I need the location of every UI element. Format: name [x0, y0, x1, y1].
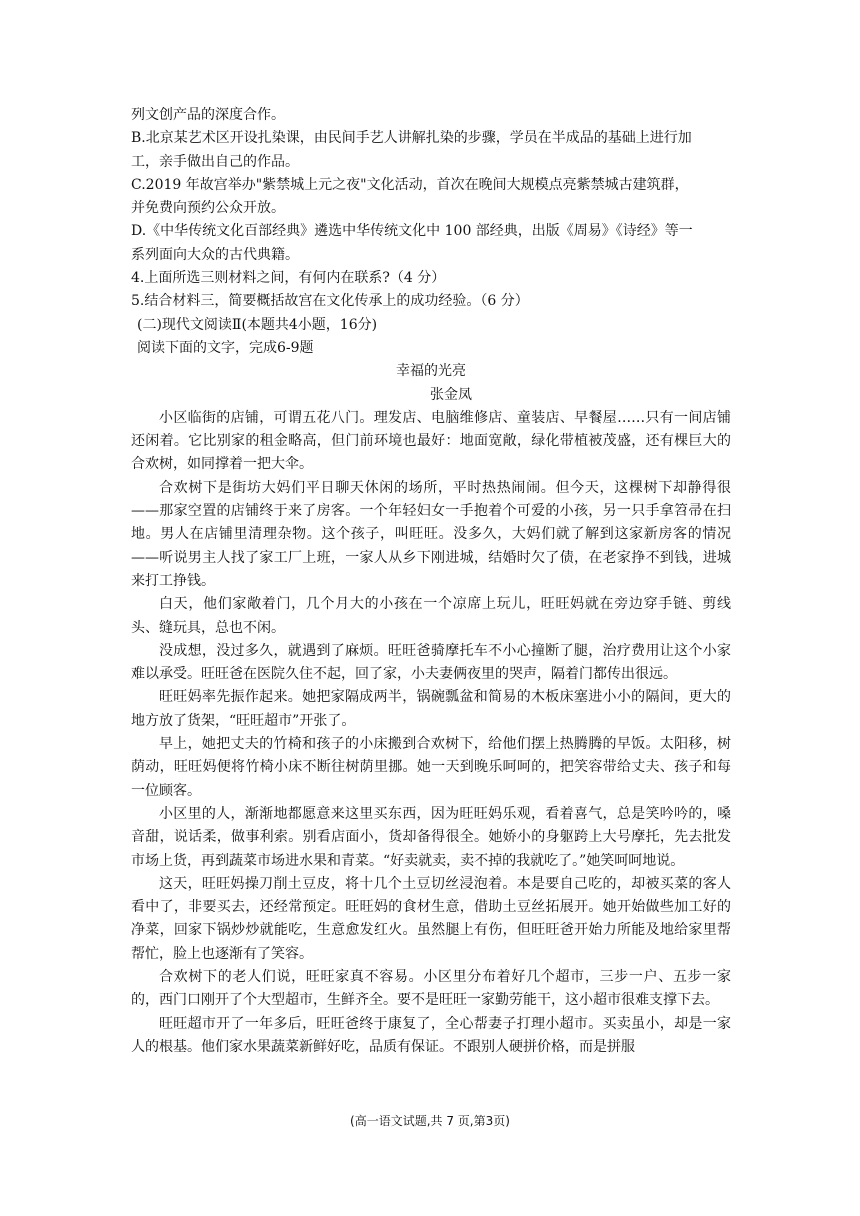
paragraph: 旺旺妈率先振作起来。她把家隔成两半，锅碗瓢盆和简易的木板床塞进小小的隔间，更大的地方放了货架，“旺旺超市”开张了。 [131, 689, 731, 729]
paragraph: 这天，旺旺妈操刀削土豆皮，将十几个土豆切丝浸泡着。本是要自己吃的，却被买菜的客人看中了，非要买去，还经常预定。旺旺妈的食材生意，借助土豆丝拓展开。她开始做些加工好的净菜，回家下锅炒炒就能吃，生意愈发红火。虽然腿上有伤，但旺旺爸开始力所能及地给家里帮帮忙，脸上也逐渐有了笑容。 [131, 875, 731, 962]
article-body [131, 407, 731, 1059]
article-title: 幸福的光亮 [396, 363, 466, 380]
option-d-line: D.《中华传统文化百部经典》遴选中华传统文化中 100 部经典，出版《周易》《诗经》等一 [131, 223, 693, 240]
options-block [131, 104, 731, 314]
article-author: 张金凤 [430, 386, 472, 403]
paragraph: 小区里的人，渐渐地都愿意来这里买东西，因为旺旺妈乐观，看着喜气，总是笑吟吟的，嗓音甜，说话柔，做事利索。别看店面小，货却备得很全。她娇小的身躯跨上大号摩托，先去批发市场上货，再到蔬菜市场进水果和青菜。“好卖就卖，卖不掉的我就吃了。”她笑呵呵地说。 [131, 805, 731, 869]
paragraph: 合欢树下是街坊大妈们平日聊天休闲的场所，平时热热闹闹。但今天，这棵树下却静得很——那家空置的店铺终于来了房客。一个年轻妇女一手抱着个可爱的小孩，另一只手拿笤帚在扫地。男人在店铺里清理杂物。这个孩子，叫旺旺。没多久，大妈们就了解到这家新房客的情况——听说男主人找了家工厂上班，一家人从乡下刚进城，结婚时欠了债，在老家挣不到钱，进城来打工挣钱。 [131, 479, 731, 589]
paragraph: 没成想，没过多久，就遇到了麻烦。旺旺爸骑摩托车不小心撞断了腿，治疗费用让这个小家难以承受。旺旺爸在医院久住不起，回了家，小夫妻俩夜里的哭声，隔着门都传出很远。 [131, 642, 731, 683]
paragraph: 白天，他们家敞着门，几个月大的小孩在一个凉席上玩儿，旺旺妈就在旁边穿手链、剪线头、缝玩具，总也不闲。 [131, 596, 731, 636]
paragraph: 早上，她把丈夫的竹椅和孩子的小床搬到合欢树下，给他们摆上热腾腾的早饭。太阳移，树荫动，旺旺妈便将竹椅小床不断往树荫里挪。她一天到晚乐呵呵的，把笑容带给丈夫、孩子和每一位顾客。 [131, 736, 731, 799]
paragraph: 旺旺超市开了一年多后，旺旺爸终于康复了，全心帮妻子打理小超市。买卖虽小，却是一家人的根基。他们家水果蔬菜新鲜好吃，品质有保证。不跟别人硬拼价格，而是拼服 [131, 1015, 731, 1055]
paragraph: 小区临街的店铺，可谓五花八门。理发店、电脑维修店、童装店、早餐屋……只有一间店铺还闲着。它比别家的租金略高，但门前环境也最好：地面宽敞，绿化带植被茂盛，还有棵巨大的合欢树，如同撑着一把大伞。 [131, 409, 731, 473]
text-line: 并免费向预约公众开放。 [131, 200, 285, 217]
question-4: 4.上面所选三则材料之间，有何内在联系?（4 分） [131, 270, 446, 287]
text-line: 列文创产品的深度合作。 [131, 107, 285, 123]
page-footer: (高一语文试题,共 7 页,第3页) [350, 1114, 510, 1128]
instruction: 阅读下面的文字，完成6-9题 [137, 339, 314, 356]
option-b-line: B.北京某艺术区开设扎染课，由民间手艺人讲解扎染的步骤，学员在半成品的基础上进行加 [131, 130, 692, 147]
paragraph: 合欢树下的老人们说，旺旺家真不容易。小区里分布着好几个超市，三步一户、五步一家的，西门口刚开了个大型超市，生鲜齐全。要不是旺旺一家勤劳能干，这小超市很难支撑下去。 [131, 968, 731, 1009]
text-line: 系列面向大众的古代典籍。 [131, 246, 299, 263]
option-c-line: C.2019 年故宫举办"紫禁城上元之夜"文化活动，首次在晚间大规模点亮紫禁城古建筑群， [131, 176, 689, 193]
document-page [131, 104, 731, 1059]
section-heading: (二)现代文阅读Ⅱ(本题共4小题，16分) [137, 316, 378, 333]
question-5: 5.结合材料三，简要概括故宫在文化传承上的成功经验。（6 分） [131, 293, 529, 310]
text-line: 工，亲手做出自己的作品。 [131, 153, 299, 170]
